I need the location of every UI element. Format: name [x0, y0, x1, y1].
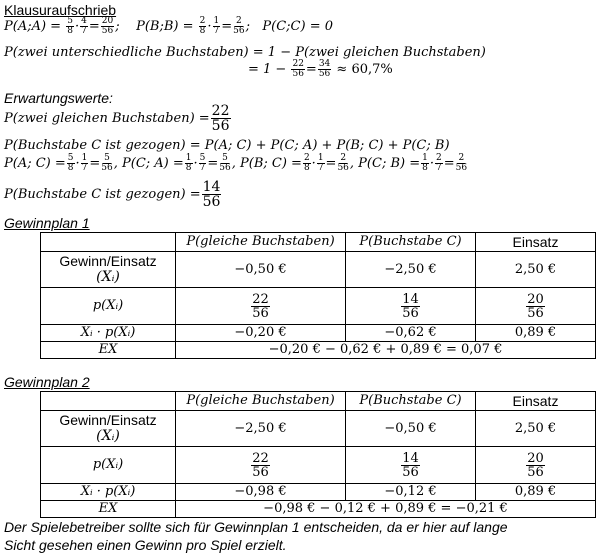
table-cell: −0,98 €	[176, 484, 346, 501]
expected-values-heading: Erwartungswerte:	[4, 90, 113, 106]
different-letters-result: = 1 − $\frac{22}{56}$ = $\frac{34}{56}$ ≈ 60,7%	[248, 59, 393, 79]
table-cell: −0,62 €	[346, 325, 476, 342]
plan2-table	[40, 391, 596, 518]
table-row	[41, 233, 596, 252]
diff-fraction1: $\frac{22}{56}$	[292, 59, 304, 79]
table-row	[41, 325, 596, 342]
table-cell: $\frac{22}{56}$	[176, 288, 346, 325]
row-label-p: p(Xᵢ)	[41, 447, 176, 484]
table-cell: 2,50 €	[476, 252, 596, 288]
col-header-einsatz: Einsatz	[476, 233, 596, 252]
p-aa-lhs: P(A;A) =	[4, 19, 62, 34]
p-aa-factor2: $\frac{4}{7}$	[81, 16, 87, 36]
p-bb-factor2: $\frac{1}{7}$	[213, 16, 220, 36]
col-header-c: P(Buchstabe C)	[346, 233, 476, 252]
col-header-einsatz: Einsatz	[476, 392, 596, 411]
table-row	[41, 411, 596, 447]
ex-result: −0,98 € − 0,12 € + 0,89 € = −0,21 €	[176, 501, 596, 518]
table-cell: $\frac{20}{56}$	[476, 288, 596, 325]
row-label-ex: EX	[41, 342, 176, 359]
row-label-p: p(Xᵢ)	[41, 288, 176, 325]
page-title: Klausuraufschrieb	[4, 2, 117, 18]
table-cell: −0,50 €	[346, 411, 476, 447]
table-row	[41, 288, 596, 325]
table-row	[41, 501, 596, 518]
table-cell: −2,50 €	[346, 252, 476, 288]
conclusion-line-2: Sicht gesehen einen Gewinn pro Spiel erzielt.	[4, 537, 287, 553]
row-label-xp: Xᵢ · p(Xᵢ)	[41, 325, 176, 342]
table-row	[41, 392, 596, 411]
p-cc: P(C;C) = 0	[262, 19, 333, 34]
probability-line: P(A;A) = $\frac{5}{8}$ · $\frac{4}{7}$ = $\frac{20}{56}$ ; P(B;B) = $\frac{2}{8}$ · $\frac{1}{7}$ = $\frac{2}{56}$ ; P(C;C) = 0	[4, 16, 333, 36]
table-cell: −0,12 €	[346, 484, 476, 501]
table-cell: −0,20 €	[176, 325, 346, 342]
row-label-gewinn: Gewinn/Einsatz (Xᵢ)	[41, 252, 176, 288]
p-bb-lhs: P(B;B) =	[136, 19, 194, 34]
table-cell: 0,89 €	[476, 325, 596, 342]
col-header-c: P(Buchstabe C)	[346, 392, 476, 411]
same-letters-line: P(zwei gleichen Buchstaben) = $\frac{22}{56}$	[4, 103, 230, 134]
plan1-table	[40, 232, 596, 359]
row-label-xp: Xᵢ · p(Xᵢ)	[41, 484, 176, 501]
diff-fraction2: $\frac{34}{56}$	[318, 59, 331, 79]
plan2-heading: Gewinnplan 2	[4, 374, 90, 390]
row-label-ex: EX	[41, 501, 176, 518]
c-drawn-line: P(Buchstabe C ist gezogen) = $\frac{14}{56}$	[4, 179, 221, 210]
c-drawn-fraction: $\frac{14}{56}$	[202, 179, 221, 210]
table-row	[41, 342, 596, 359]
c-drawn-sum-line: P(Buchstabe C ist gezogen) = P(A; C) + P(C; A) + P(B; C) + P(C; B)	[4, 138, 450, 153]
same-letters-fraction: $\frac{22}{56}$	[211, 103, 230, 134]
p-aa-factor1: $\frac{5}{8}$	[67, 16, 73, 36]
table-row	[41, 484, 596, 501]
conclusion-line-1: Der Spielebetreiber sollte sich für Gewinnplan 1 entscheiden, da er hier auf lange	[4, 519, 508, 535]
col-header-same: P(gleiche Buchstaben)	[176, 233, 346, 252]
table-cell: $\frac{22}{56}$	[176, 447, 346, 484]
p-bb-result: $\frac{2}{56}$	[233, 16, 245, 36]
row-label-gewinn: Gewinn/Einsatz (Xᵢ)	[41, 411, 176, 447]
p-bb-factor1: $\frac{2}{8}$	[199, 16, 206, 36]
plan1-heading: Gewinnplan 1	[4, 215, 90, 231]
p-aa-result: $\frac{20}{56}$	[101, 16, 114, 36]
table-cell: −2,50 €	[176, 411, 346, 447]
table-row	[41, 252, 596, 288]
table-row	[41, 447, 596, 484]
col-header-same: P(gleiche Buchstaben)	[176, 392, 346, 411]
table-cell: $\frac{20}{56}$	[476, 447, 596, 484]
table-cell: 0,89 €	[476, 484, 596, 501]
corner-cell	[41, 392, 176, 411]
ex-result: −0,20 € − 0,62 € + 0,89 € = 0,07 €	[176, 342, 596, 359]
different-letters-line: P(zwei unterschiedliche Buchstaben) = 1 − P(zwei gleichen Buchstaben)	[4, 45, 486, 60]
table-cell: 2,50 €	[476, 411, 596, 447]
table-cell: $\frac{14}{56}$	[346, 288, 476, 325]
table-cell: −0,50 €	[176, 252, 346, 288]
table-cell: $\frac{14}{56}$	[346, 447, 476, 484]
corner-cell	[41, 233, 176, 252]
c-terms-line: P(A; C) = $\frac{5}{8}$ · $\frac{1}{7}$ = $\frac{5}{56}$ , P(C; A) = $\frac{1}{8}$ · $\frac{5}{7}$ = $\frac{5}{56}$ , P(B; C) = $\frac{2}{8}$ · $\frac{1}{7}$ = $\frac{2}{56}$ , P(C; B) = $\frac{1}{8}$ · $\frac{2}{7}$ = $\frac{2}{56}$	[4, 153, 468, 173]
